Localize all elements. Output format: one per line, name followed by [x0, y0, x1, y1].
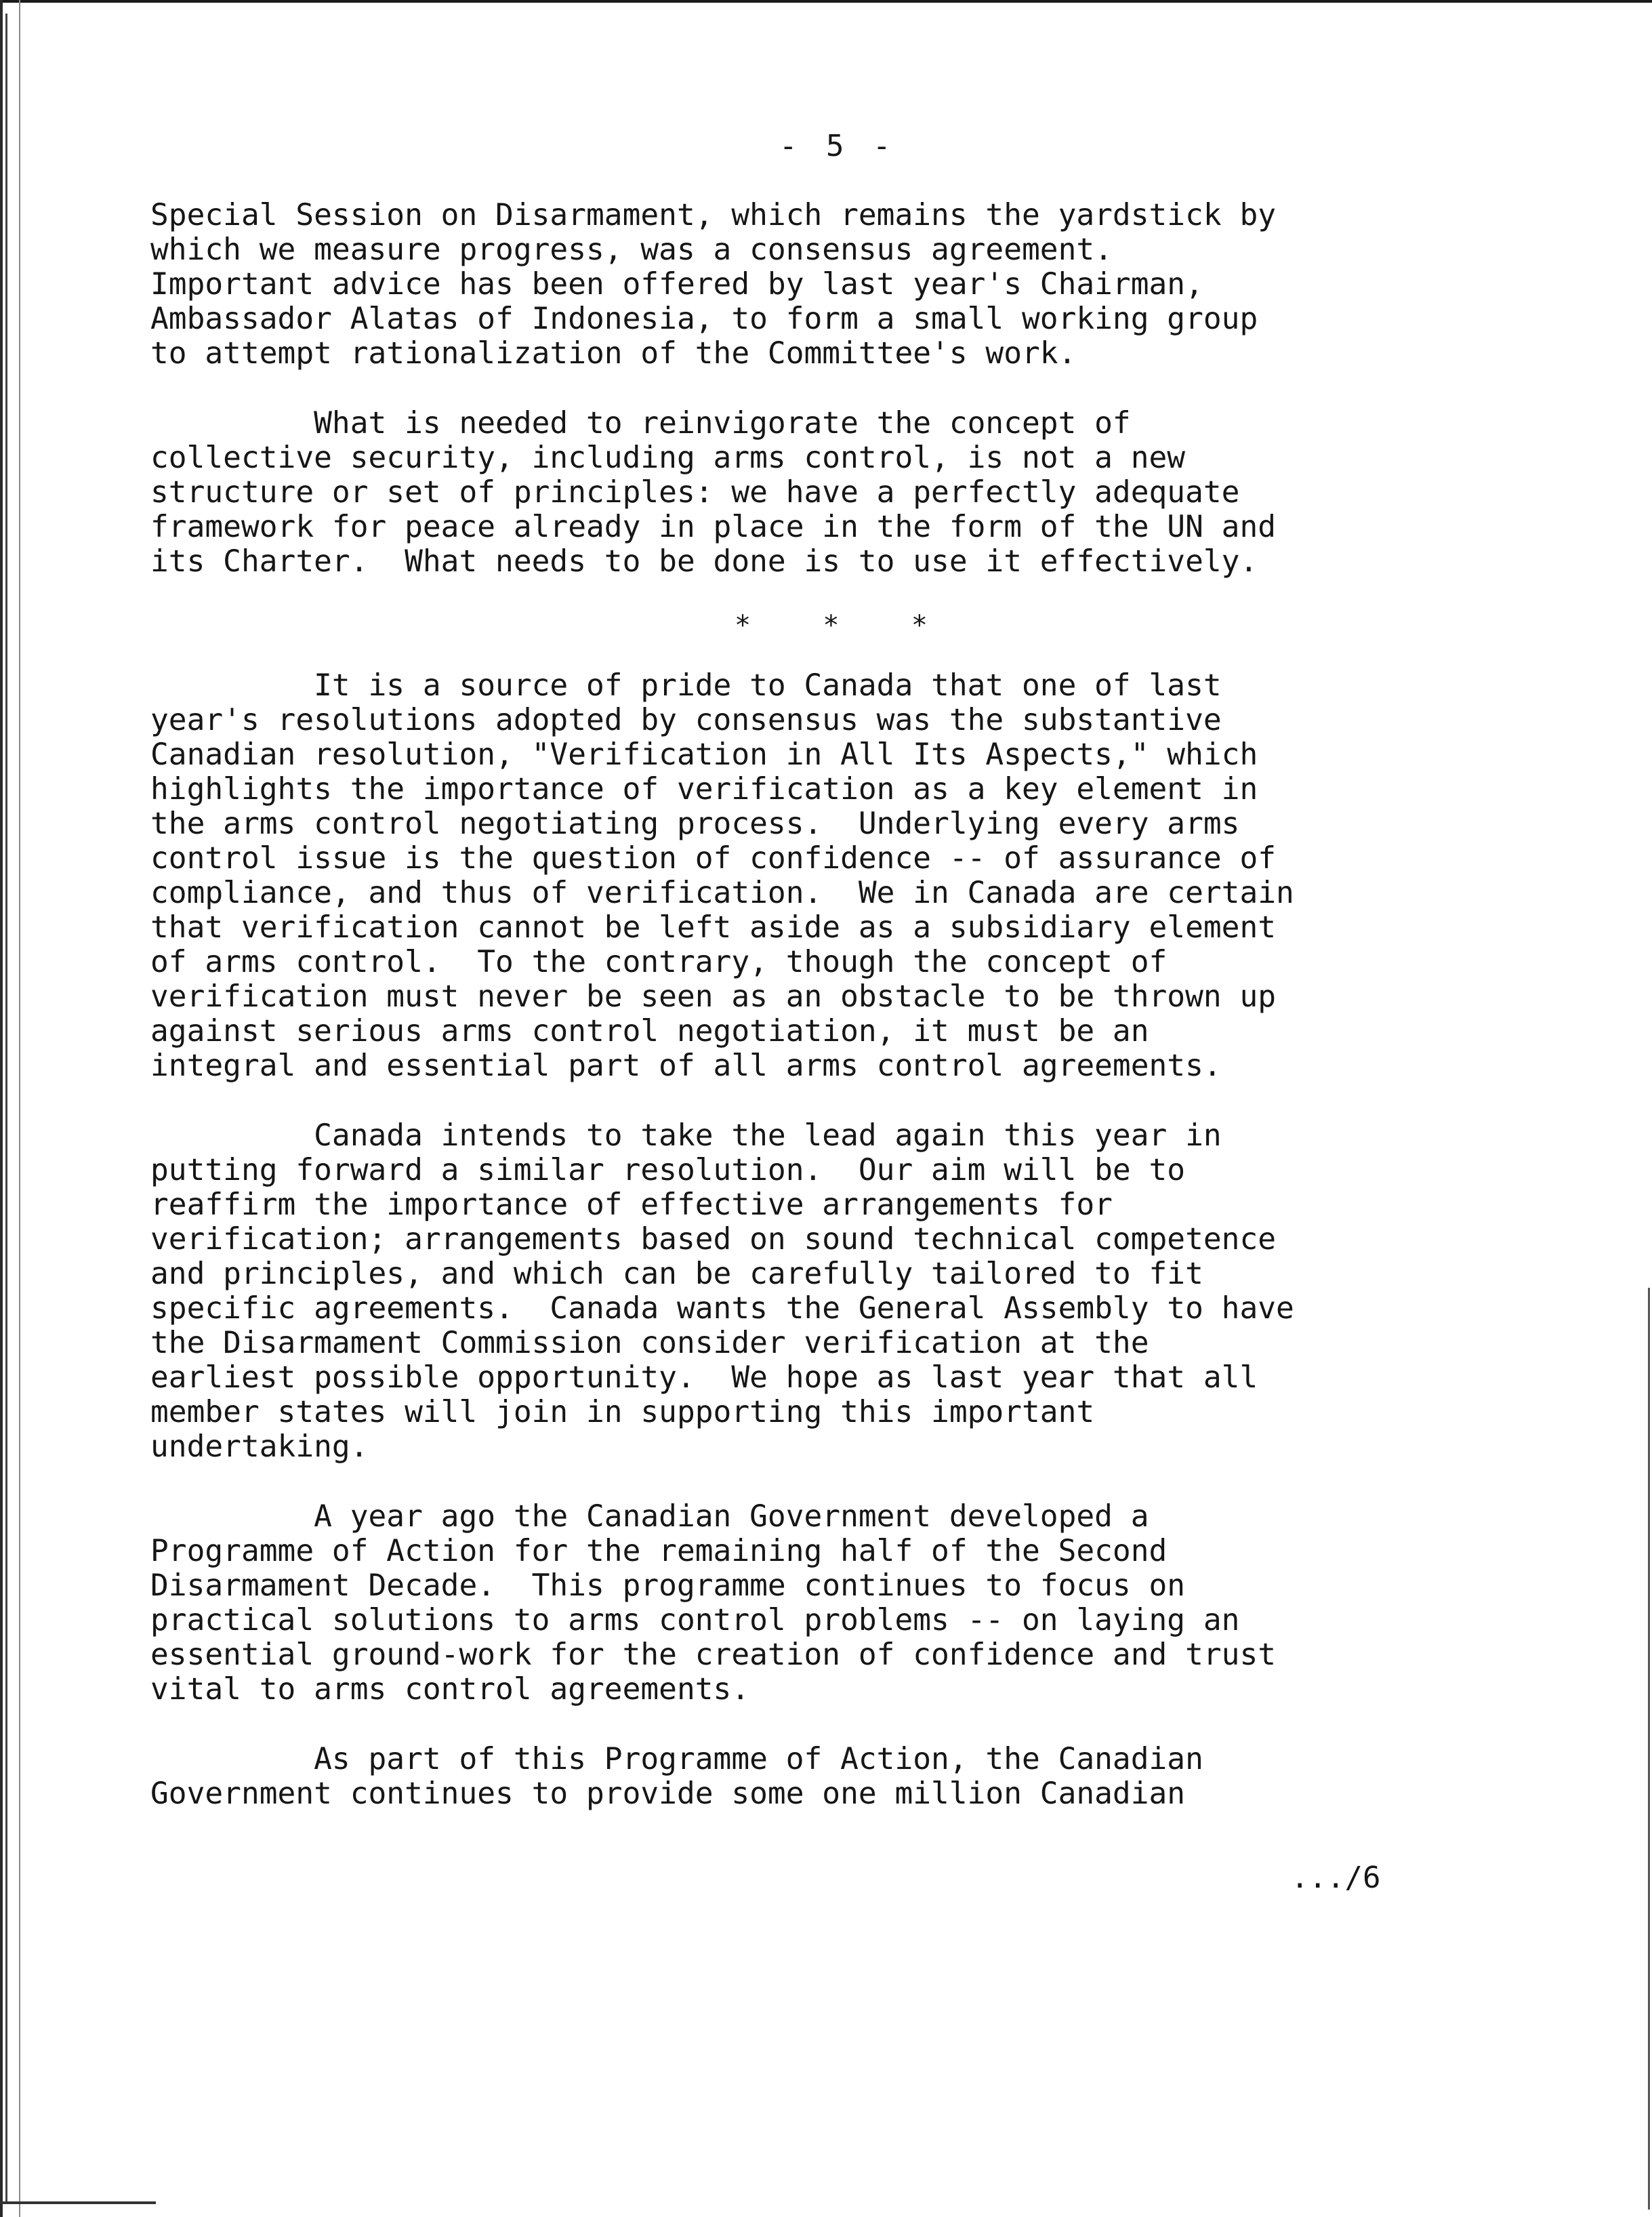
text-line: Canadian resolution, "Verification in All Its Aspects," which [150, 737, 1258, 772]
text-line: Important advice has been offered by last year's Chairman, [150, 267, 1203, 302]
text-line: earliest possible opportunity. We hope as last year that all [150, 1360, 1258, 1395]
text-line: compliance, and thus of verification. We in Canada are certain [150, 876, 1294, 910]
text-line: specific agreements. Canada wants the General Assembly to have [150, 1291, 1294, 1326]
text-line: vital to arms control agreements. [150, 1672, 750, 1707]
text-line: the arms control negotiating process. Underlying every arms [150, 807, 1240, 841]
text-line: of arms control. To the contrary, though the concept of [150, 945, 1168, 979]
text-line: and principles, and which can be carefully tailored to fit [150, 1257, 1203, 1291]
text-line: As part of this Programme of Action, the Canadian [150, 1742, 1203, 1776]
scan-binding-line [5, 14, 7, 2203]
text-line: putting forward a similar resolution. Our aim will be to [150, 1153, 1186, 1187]
paragraph-3 [150, 668, 1506, 1083]
text-line: structure or set of principles: we have a perfectly adequate [150, 475, 1240, 510]
scan-margin-line [19, 0, 20, 2217]
text-line: reaffirm the importance of effective arrangements for [150, 1187, 1113, 1222]
text-line: control issue is the question of confidence -- of assurance of [150, 841, 1277, 876]
text-line: undertaking. [150, 1429, 369, 1464]
text-line: verification must never be seen as an obstacle to be thrown up [150, 979, 1277, 1014]
paragraph-2 [150, 406, 1506, 579]
text-line: that verification cannot be left aside as a subsidiary element [150, 910, 1277, 945]
text-line: its Charter. What needs to be done is to use it effectively. [150, 544, 1258, 579]
text-line: collective security, including arms control, is not a new [150, 441, 1186, 475]
continuation-marker: .../6 [1291, 1860, 1381, 1895]
scan-bottom-edge [0, 2201, 156, 2204]
text-line: which we measure progress, was a consensus agreement. [150, 232, 1113, 267]
text-line: practical solutions to arms control problems -- on laying an [150, 1603, 1240, 1638]
text-line: Ambassador Alatas of Indonesia, to form a small working group [150, 302, 1258, 336]
scan-left-edge [0, 0, 3, 2217]
text-line: Government continues to provide some one million Canadian [150, 1776, 1186, 1811]
scan-right-edge [1648, 1288, 1650, 2210]
page-number: - 5 - [779, 129, 896, 163]
text-line: framework for peace already in place in the form of the UN and [150, 510, 1277, 544]
text-line: year's resolutions adopted by consensus was the substantive [150, 703, 1222, 737]
text-line: against serious arms control negotiation, it must be an [150, 1014, 1149, 1049]
text-line: member states will join in supporting this important [150, 1395, 1095, 1429]
text-line: highlights the importance of verification as a key element in [150, 772, 1258, 807]
text-line: Programme of Action for the remaining half of the Second [150, 1534, 1168, 1568]
scan-top-edge [0, 0, 1652, 3]
text-line: the Disarmament Commission consider verification at the [150, 1326, 1149, 1360]
paragraph-5 [150, 1499, 1506, 1707]
paragraph-6 [150, 1742, 1506, 1811]
paragraph-4 [150, 1118, 1506, 1464]
text-line: Special Session on Disarmament, which remains the yardstick by [150, 198, 1277, 232]
text-line: It is a source of pride to Canada that one of last [150, 668, 1222, 703]
document-body [150, 198, 1506, 1846]
text-line: A year ago the Canadian Government developed a [150, 1499, 1149, 1534]
text-line: What is needed to reinvigorate the concept of [150, 406, 1131, 441]
text-line: to attempt rationalization of the Committee's work. [150, 336, 1077, 371]
text-line: Disarmament Decade. This programme continues to focus on [150, 1568, 1186, 1603]
section-separator: * * * [735, 610, 929, 641]
paragraph-1 [150, 198, 1506, 371]
text-line: Canada intends to take the lead again this year in [150, 1118, 1222, 1153]
text-line: essential ground-work for the creation of confidence and trust [150, 1638, 1277, 1672]
text-line: integral and essential part of all arms control agreements. [150, 1049, 1222, 1083]
text-line: verification; arrangements based on sound technical competence [150, 1222, 1277, 1257]
